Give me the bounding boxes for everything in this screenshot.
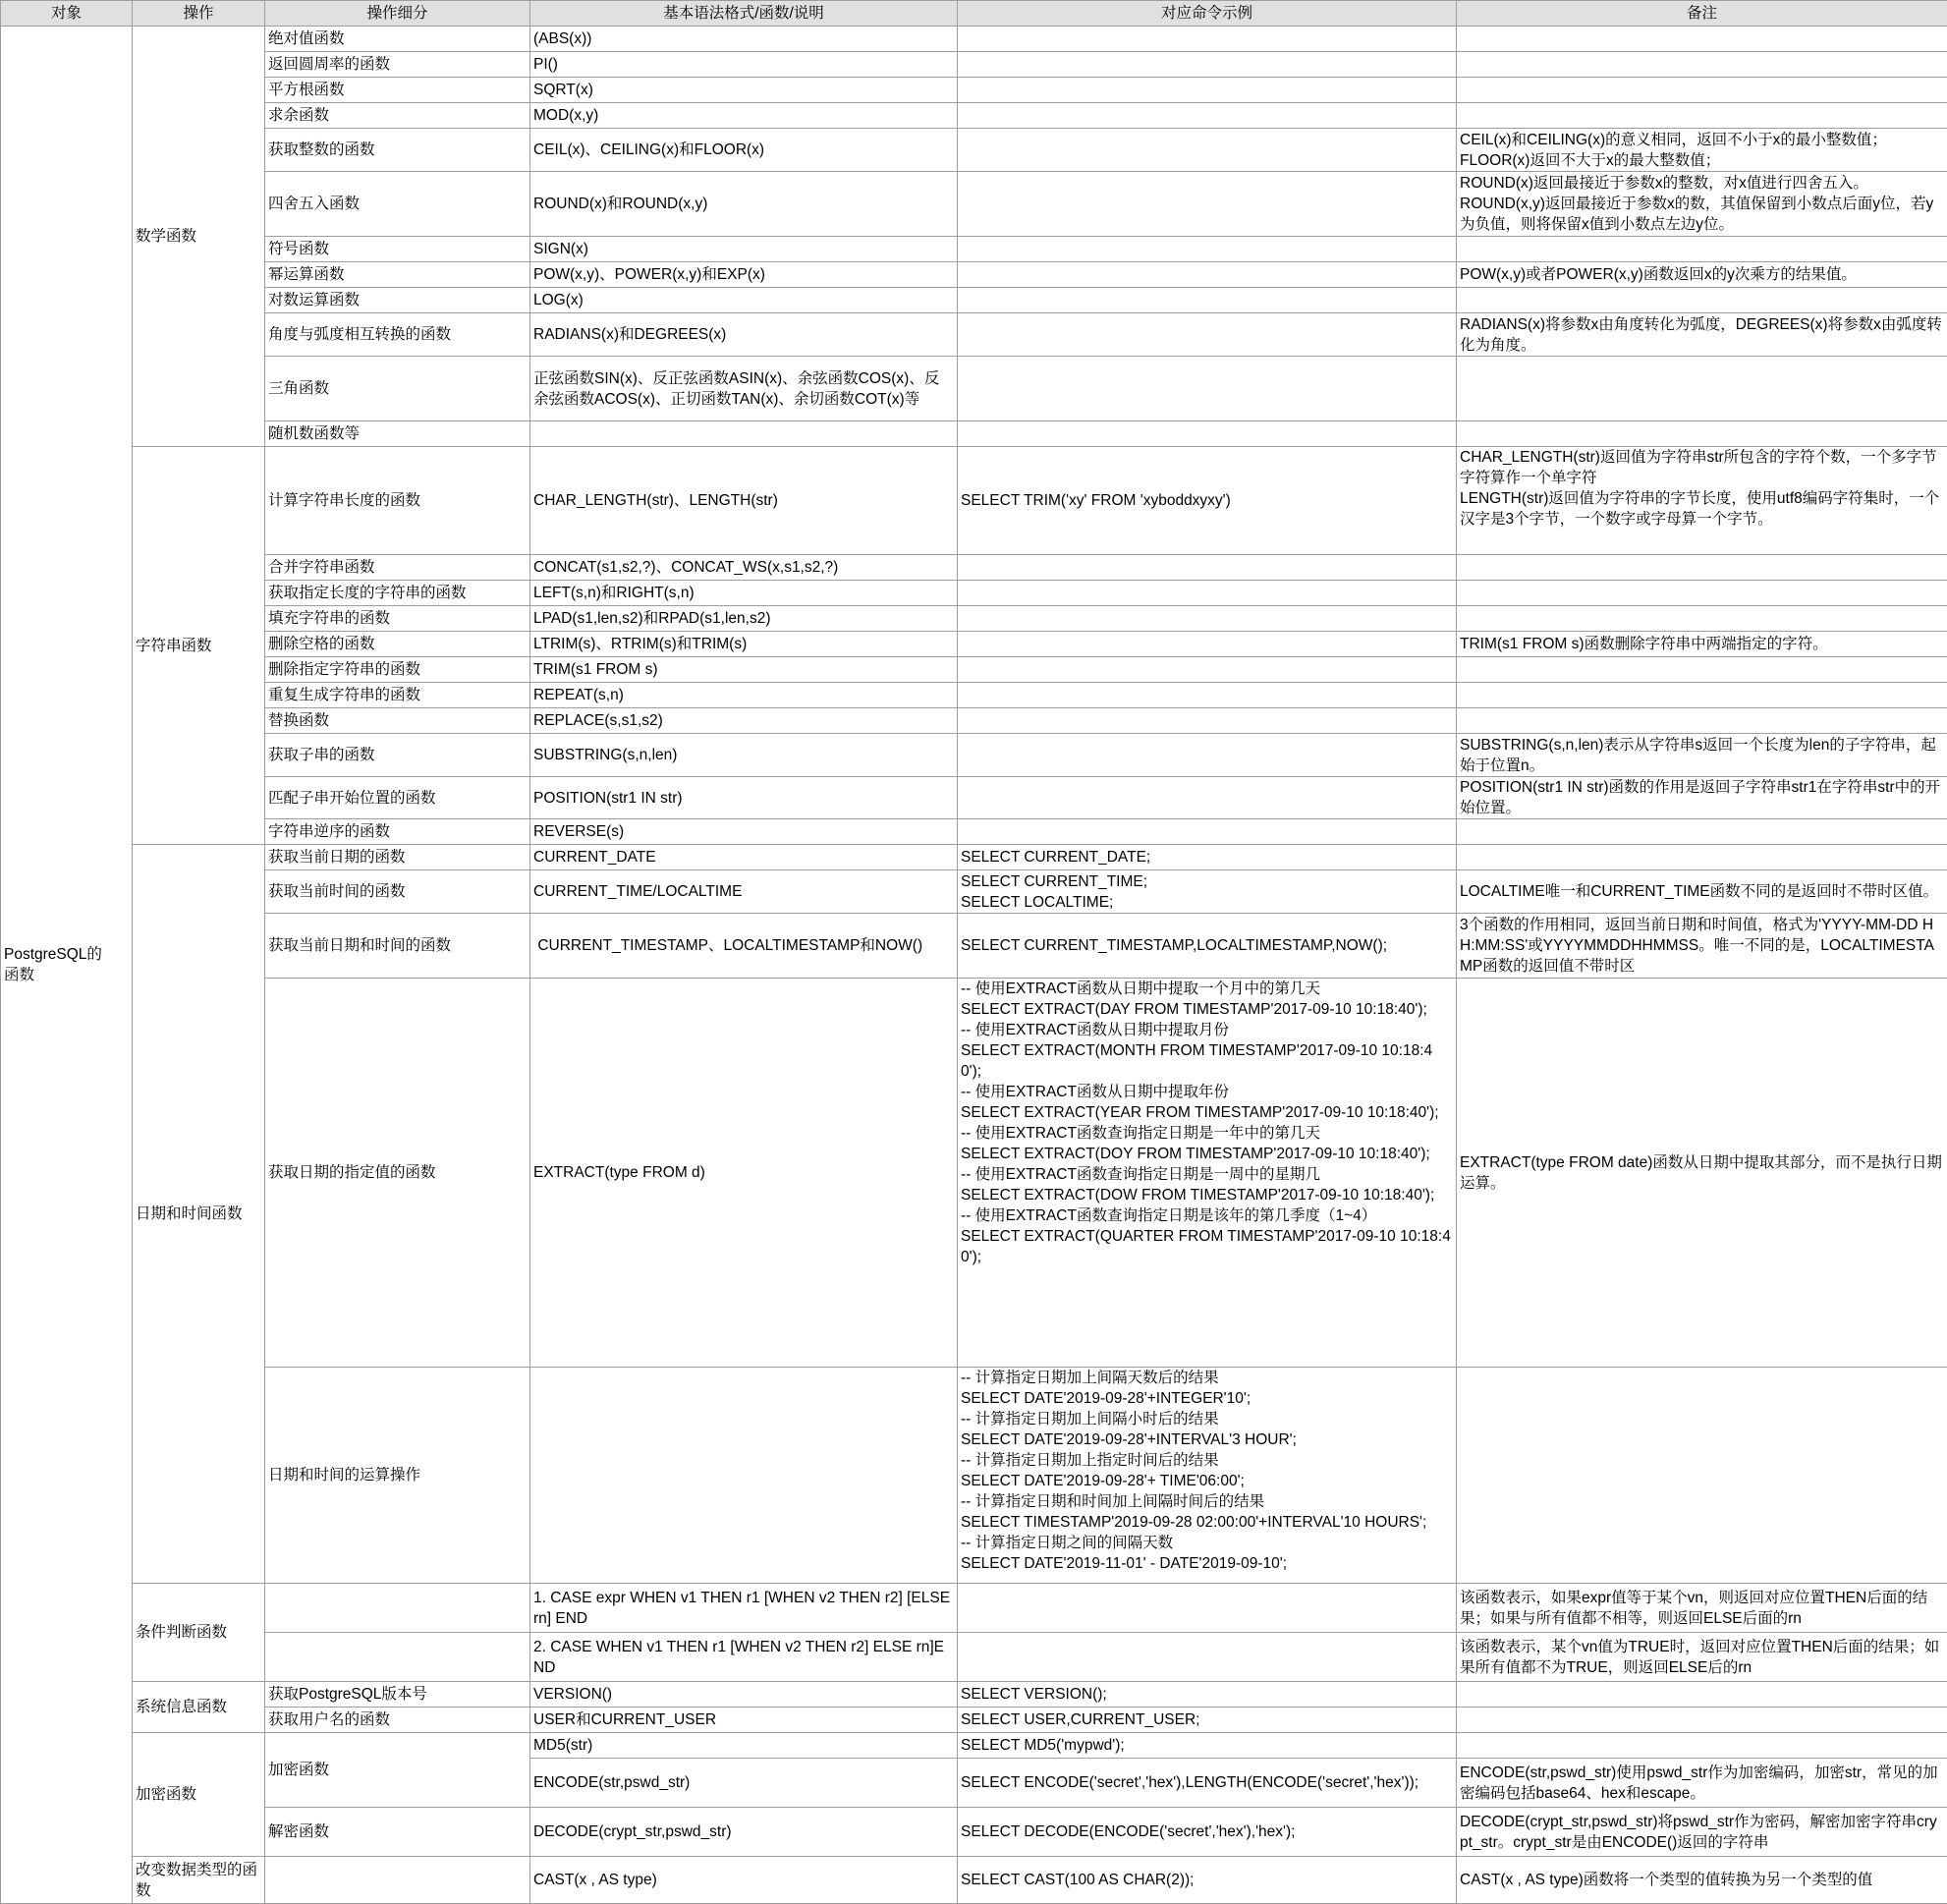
- remark-cell: [1457, 555, 1947, 581]
- table-row: [1, 421, 1947, 447]
- detail-cell: 获取整数的函数: [265, 129, 530, 172]
- table-row: [1, 447, 1947, 555]
- table-row: [1, 632, 1947, 657]
- example-cell: [958, 708, 1457, 734]
- detail-cell: 字符串逆序的函数: [265, 819, 530, 845]
- example-cell: SELECT VERSION();: [958, 1682, 1457, 1708]
- table-row: [1, 914, 1947, 979]
- remark-cell: ENCODE(str,pswd_str)使用pswd_str作为加密编码，加密str，常见的加密编码包括base64、hex和escape。: [1457, 1759, 1947, 1808]
- table-row: [1, 1708, 1947, 1733]
- remark-cell: [1457, 52, 1947, 78]
- detail-cell: [265, 1584, 530, 1633]
- syntax-cell: CHAR_LENGTH(str)、LENGTH(str): [530, 447, 958, 555]
- group-datetime: 日期和时间函数: [133, 845, 265, 1584]
- syntax-cell: SIGN(x): [530, 237, 958, 262]
- syntax-cell: 2. CASE WHEN v1 THEN r1 [WHEN v2 THEN r2] ELSE rn]END: [530, 1633, 958, 1682]
- remark-cell: [1457, 237, 1947, 262]
- example-cell: [958, 421, 1457, 447]
- example-cell: -- 使用EXTRACT函数从日期中提取一个月中的第几天 SELECT EXTRACT(DAY FROM TIMESTAMP'2017-09-10 10:18:40'); -- 使用EXTRACT函数从日期中提取月份 SELECT EXTRACT(MONTH FROM TIMESTAMP'2017-09-10 10:18:40'); -- 使用EXTRACT函数从日期中提取年份 SELECT EXTRACT(YEAR FROM TIMESTAMP'2017-09-10 10:18:40'); -- 使用EXTRACT函数查询指定日期是一年中的第几天 SELECT EXTRACT(DOY FROM TIMESTAMP'2017-09-10 10:18:40'); -- 使用EXTRACT函数查询指定日期是一周中的星期几 SELECT EXTRACT(DOW FROM TIMESTAMP'2017-09-10 10:18:40'); -- 使用EXTRACT函数查询指定日期是该年的第几季度（1~4） SELECT EXTRACT(QUARTER FROM TIMESTAMP'2017-09-10 10:18:40');: [958, 979, 1457, 1368]
- remark-cell: [1457, 606, 1947, 632]
- syntax-cell: CURRENT_TIME/LOCALTIME: [530, 870, 958, 914]
- syntax-cell: REPEAT(s,n): [530, 683, 958, 708]
- header-object: 对象: [1, 1, 133, 27]
- table-row: [1, 734, 1947, 777]
- example-cell: [958, 129, 1457, 172]
- table-row: [1, 262, 1947, 288]
- remark-cell: 该函数表示，某个vn值为TRUE时，返回对应位置THEN后面的结果；如果所有值都不为TRUE，则返回ELSE后的rn: [1457, 1633, 1947, 1682]
- example-cell: [958, 555, 1457, 581]
- syntax-cell: LEFT(s,n)和RIGHT(s,n): [530, 581, 958, 606]
- example-cell: [958, 606, 1457, 632]
- detail-cell: 获取用户名的函数: [265, 1708, 530, 1733]
- detail-cell: 返回圆周率的函数: [265, 52, 530, 78]
- table-row: [1, 1733, 1947, 1759]
- example-cell: [958, 1633, 1457, 1682]
- remark-cell: [1457, 845, 1947, 870]
- example-cell: [958, 313, 1457, 357]
- group-string: 字符串函数: [133, 447, 265, 845]
- table-row: [1, 1584, 1947, 1633]
- header-row: [1, 1, 1947, 27]
- syntax-cell: 正弦函数SIN(x)、反正弦函数ASIN(x)、余弦函数COS(x)、反余弦函数ACOS(x)、正切函数TAN(x)、余切函数COT(x)等: [530, 357, 958, 421]
- remark-cell: TRIM(s1 FROM s)函数删除字符串中两端指定的字符。: [1457, 632, 1947, 657]
- detail-cell: 符号函数: [265, 237, 530, 262]
- example-cell: [958, 632, 1457, 657]
- table-row: [1, 606, 1947, 632]
- syntax-cell: VERSION(): [530, 1682, 958, 1708]
- example-cell: [958, 657, 1457, 683]
- table-row: [1, 78, 1947, 103]
- header-example: 对应命令示例: [958, 1, 1457, 27]
- example-cell: [958, 581, 1457, 606]
- syntax-cell: CONCAT(s1,s2,?)、CONCAT_WS(x,s1,s2,?): [530, 555, 958, 581]
- syntax-cell: REVERSE(s): [530, 819, 958, 845]
- group-cast: 改变数据类型的函数: [133, 1857, 265, 1904]
- table-row: [1, 777, 1947, 819]
- remark-cell: 3个函数的作用相同，返回当前日期和时间值，格式为'YYYY-MM-DD HH:MM:SS'或YYYYMMDDHHMMSS。唯一不同的是，LOCALTIMESTAMP函数的返回值不带时区: [1457, 914, 1947, 979]
- remark-cell: [1457, 581, 1947, 606]
- detail-cell: 获取PostgreSQL版本号: [265, 1682, 530, 1708]
- table-row: [1, 1633, 1947, 1682]
- syntax-cell: MD5(str): [530, 1733, 958, 1759]
- remark-cell: 该函数表示，如果expr值等于某个vn，则返回对应位置THEN后面的结果；如果与所有值都不相等，则返回ELSE后面的rn: [1457, 1584, 1947, 1633]
- detail-cell: 随机数函数等: [265, 421, 530, 447]
- remark-cell: ROUND(x)返回最接近于参数x的整数，对x值进行四舍五入。 ROUND(x,y)返回最接近于参数x的数，其值保留到小数点后面y位，若y为负值，则将保留x值到小数点左边y位。: [1457, 172, 1947, 237]
- example-cell: [958, 683, 1457, 708]
- syntax-cell: SUBSTRING(s,n,len): [530, 734, 958, 777]
- table-row: [1, 103, 1947, 129]
- table-row: [1, 683, 1947, 708]
- remark-cell: [1457, 1733, 1947, 1759]
- table-row: [1, 237, 1947, 262]
- example-cell: [958, 1584, 1457, 1633]
- remark-cell: [1457, 1368, 1947, 1584]
- remark-cell: [1457, 103, 1947, 129]
- detail-cell: 绝对值函数: [265, 27, 530, 52]
- group-math: 数学函数: [133, 27, 265, 447]
- detail-cell: 对数运算函数: [265, 288, 530, 313]
- syntax-cell: LPAD(s1,len,s2)和RPAD(s1,len,s2): [530, 606, 958, 632]
- example-cell: [958, 172, 1457, 237]
- example-cell: SELECT TRIM('xy' FROM 'xyboddxyxy'): [958, 447, 1457, 555]
- example-cell: SELECT ENCODE('secret','hex'),LENGTH(ENCODE('secret','hex'));: [958, 1759, 1457, 1808]
- table-row: [1, 870, 1947, 914]
- detail-cell: 加密函数: [265, 1733, 530, 1808]
- table-row: [1, 52, 1947, 78]
- remark-cell: [1457, 1682, 1947, 1708]
- table-row: [1, 979, 1947, 1368]
- syntax-cell: (ABS(x)): [530, 27, 958, 52]
- example-cell: SELECT CURRENT_DATE;: [958, 845, 1457, 870]
- detail-cell: 重复生成字符串的函数: [265, 683, 530, 708]
- detail-cell: 匹配子串开始位置的函数: [265, 777, 530, 819]
- example-cell: SELECT MD5('mypwd');: [958, 1733, 1457, 1759]
- remark-cell: [1457, 708, 1947, 734]
- detail-cell: 获取当前时间的函数: [265, 870, 530, 914]
- syntax-cell: CAST(x , AS type): [530, 1857, 958, 1904]
- header-syntax: 基本语法格式/函数/说明: [530, 1, 958, 27]
- table-row: [1, 357, 1947, 421]
- syntax-cell: MOD(x,y): [530, 103, 958, 129]
- remark-cell: CEIL(x)和CEILING(x)的意义相同，返回不小于x的最小整数值； FLOOR(x)返回不大于x的最大整数值；: [1457, 129, 1947, 172]
- table-row: [1, 288, 1947, 313]
- remark-cell: DECODE(crypt_str,pswd_str)将pswd_str作为密码，解密加密字符串crypt_str。crypt_str是由ENCODE()返回的字符串: [1457, 1808, 1947, 1857]
- example-cell: [958, 27, 1457, 52]
- syntax-cell: CURRENT_DATE: [530, 845, 958, 870]
- remark-cell: RADIANS(x)将参数x由角度转化为弧度，DEGREES(x)将参数x由弧度转化为角度。: [1457, 313, 1947, 357]
- remark-cell: CAST(x , AS type)函数将一个类型的值转换为另一个类型的值: [1457, 1857, 1947, 1904]
- table-row: [1, 1368, 1947, 1584]
- remark-cell: CHAR_LENGTH(str)返回值为字符串str所包含的字符个数，一个多字节字符算作一个单字符 LENGTH(str)返回值为字符串的字节长度，使用utf8编码字符集时，一个汉字是3个字节，一个数字或字母算一个字节。: [1457, 447, 1947, 555]
- example-cell: [958, 103, 1457, 129]
- detail-cell: 日期和时间的运算操作: [265, 1368, 530, 1584]
- syntax-cell: [530, 421, 958, 447]
- detail-cell: 幂运算函数: [265, 262, 530, 288]
- syntax-cell: LTRIM(s)、RTRIM(s)和TRIM(s): [530, 632, 958, 657]
- example-cell: SELECT CURRENT_TIMESTAMP,LOCALTIMESTAMP,NOW();: [958, 914, 1457, 979]
- syntax-cell: TRIM(s1 FROM s): [530, 657, 958, 683]
- table-row: [1, 581, 1947, 606]
- example-cell: [958, 78, 1457, 103]
- syntax-cell: CURRENT_TIMESTAMP、LOCALTIMESTAMP和NOW(): [530, 914, 958, 979]
- remark-cell: [1457, 78, 1947, 103]
- detail-cell: 求余函数: [265, 103, 530, 129]
- table-row: [1, 657, 1947, 683]
- example-cell: -- 计算指定日期加上间隔天数后的结果 SELECT DATE'2019-09-28'+INTEGER'10'; -- 计算指定日期加上间隔小时后的结果 SELECT DATE'2019-09-28'+INTERVAL'3 HOUR'; -- 计算指定日期加上指定时间后的结果 SELECT DATE'2019-09-28'+ TIME'06:00'; -- 计算指定日期和时间加上间隔时间后的结果 SELECT TIMESTAMP'2019-09-28 02:00:00'+INTERVAL'10 HOURS'; -- 计算指定日期之间的间隔天数 SELECT DATE'2019-11-01' - DATE'2019-09-10';: [958, 1368, 1457, 1584]
- detail-cell: 四舍五入函数: [265, 172, 530, 237]
- example-cell: [958, 819, 1457, 845]
- detail-cell: 填充字符串的函数: [265, 606, 530, 632]
- group-crypto: 加密函数: [133, 1733, 265, 1857]
- example-cell: [958, 262, 1457, 288]
- detail-cell: 删除空格的函数: [265, 632, 530, 657]
- syntax-cell: CEIL(x)、CEILING(x)和FLOOR(x): [530, 129, 958, 172]
- remark-cell: POW(x,y)或者POWER(x,y)函数返回x的y次乘方的结果值。: [1457, 262, 1947, 288]
- syntax-cell: [530, 1368, 958, 1584]
- example-cell: [958, 777, 1457, 819]
- detail-cell: 获取日期的指定值的函数: [265, 979, 530, 1368]
- syntax-cell: USER和CURRENT_USER: [530, 1708, 958, 1733]
- syntax-cell: REPLACE(s,s1,s2): [530, 708, 958, 734]
- example-cell: SELECT DECODE(ENCODE('secret','hex'),'hex');: [958, 1808, 1457, 1857]
- table-row: [1, 172, 1947, 237]
- syntax-cell: ROUND(x)和ROUND(x,y): [530, 172, 958, 237]
- detail-cell: 计算字符串长度的函数: [265, 447, 530, 555]
- syntax-cell: LOG(x): [530, 288, 958, 313]
- remark-cell: [1457, 357, 1947, 421]
- group-condition: 条件判断函数: [133, 1584, 265, 1682]
- detail-cell: 合并字符串函数: [265, 555, 530, 581]
- detail-cell: 获取当前日期的函数: [265, 845, 530, 870]
- remark-cell: [1457, 1708, 1947, 1733]
- table-row: [1, 27, 1947, 52]
- syntax-cell: ENCODE(str,pswd_str): [530, 1759, 958, 1808]
- group-system: 系统信息函数: [133, 1682, 265, 1733]
- detail-cell: [265, 1857, 530, 1904]
- table-row: [1, 819, 1947, 845]
- syntax-cell: EXTRACT(type FROM d): [530, 979, 958, 1368]
- remark-cell: [1457, 657, 1947, 683]
- example-cell: [958, 734, 1457, 777]
- table-row: [1, 708, 1947, 734]
- table-row: [1, 845, 1947, 870]
- header-remark: 备注: [1457, 1, 1947, 27]
- detail-cell: 获取子串的函数: [265, 734, 530, 777]
- detail-cell: 解密函数: [265, 1808, 530, 1857]
- detail-cell: 平方根函数: [265, 78, 530, 103]
- example-cell: SELECT CAST(100 AS CHAR(2));: [958, 1857, 1457, 1904]
- detail-cell: 获取指定长度的字符串的函数: [265, 581, 530, 606]
- table-row: [1, 1682, 1947, 1708]
- detail-cell: 获取当前日期和时间的函数: [265, 914, 530, 979]
- example-cell: SELECT CURRENT_TIME; SELECT LOCALTIME;: [958, 870, 1457, 914]
- object-cell: PostgreSQL的 函数: [1, 27, 133, 1904]
- remark-cell: LOCALTIME唯一和CURRENT_TIME函数不同的是返回时不带时区值。: [1457, 870, 1947, 914]
- detail-cell: 替换函数: [265, 708, 530, 734]
- example-cell: SELECT USER,CURRENT_USER;: [958, 1708, 1457, 1733]
- remark-cell: [1457, 288, 1947, 313]
- table-row: [1, 1808, 1947, 1857]
- detail-cell: 三角函数: [265, 357, 530, 421]
- table-row: [1, 1857, 1947, 1904]
- syntax-cell: POSITION(str1 IN str): [530, 777, 958, 819]
- remark-cell: [1457, 683, 1947, 708]
- detail-cell: 角度与弧度相互转换的函数: [265, 313, 530, 357]
- header-operation: 操作: [133, 1, 265, 27]
- syntax-cell: POW(x,y)、POWER(x,y)和EXP(x): [530, 262, 958, 288]
- example-cell: [958, 52, 1457, 78]
- example-cell: [958, 288, 1457, 313]
- remark-cell: EXTRACT(type FROM date)函数从日期中提取其部分，而不是执行日期运算。: [1457, 979, 1947, 1368]
- syntax-cell: SQRT(x): [530, 78, 958, 103]
- table-row: [1, 313, 1947, 357]
- detail-cell: 删除指定字符串的函数: [265, 657, 530, 683]
- table-row: [1, 129, 1947, 172]
- table-row: [1, 555, 1947, 581]
- remark-cell: [1457, 421, 1947, 447]
- remark-cell: POSITION(str1 IN str)函数的作用是返回子字符串str1在字符串str中的开始位置。: [1457, 777, 1947, 819]
- example-cell: [958, 237, 1457, 262]
- syntax-cell: RADIANS(x)和DEGREES(x): [530, 313, 958, 357]
- syntax-cell: PI(): [530, 52, 958, 78]
- detail-cell: [265, 1633, 530, 1682]
- header-detail: 操作细分: [265, 1, 530, 27]
- syntax-cell: DECODE(crypt_str,pswd_str): [530, 1808, 958, 1857]
- remark-cell: [1457, 819, 1947, 845]
- syntax-cell: 1. CASE expr WHEN v1 THEN r1 [WHEN v2 THEN r2] [ELSErn] END: [530, 1584, 958, 1633]
- remark-cell: SUBSTRING(s,n,len)表示从字符串s返回一个长度为len的子字符串，起始于位置n。: [1457, 734, 1947, 777]
- remark-cell: [1457, 27, 1947, 52]
- example-cell: [958, 357, 1457, 421]
